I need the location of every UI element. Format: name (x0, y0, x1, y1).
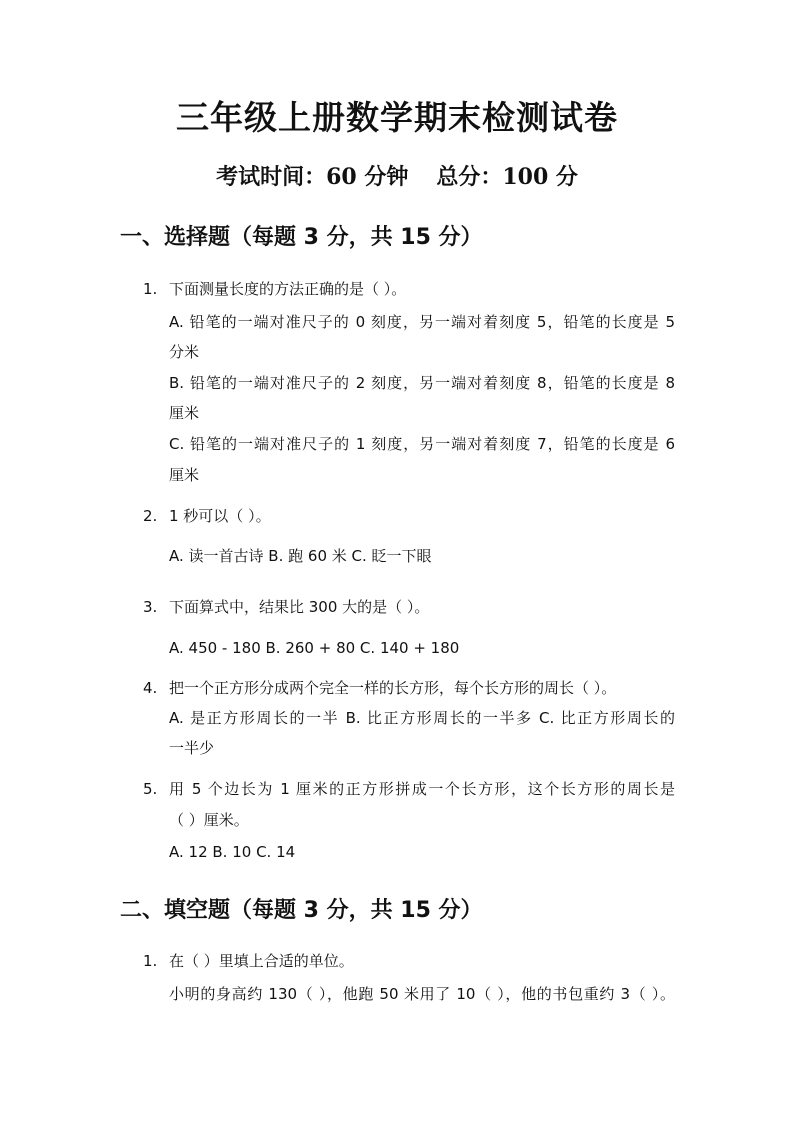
option-line: 厘米 (169, 404, 200, 422)
question-stem: 用 5 个边长为 1 厘米的正方形拼成一个长方形，这个长方形的周长是 (169, 780, 675, 798)
option-line: A. 是正方形周长的一半 B. 比正方形周长的一半多 C. 比正方形周长的 (169, 709, 675, 727)
option-line: A. 12 B. 10 C. 14 (169, 843, 296, 861)
question-stem: 1 秒可以（ ）。 (169, 507, 271, 525)
question-stem: 下面算式中，结果比 300 大的是（ ）。 (169, 598, 430, 616)
question-stem: 把一个正方形分成两个完全一样的长方形，每个长方形的周长（ ）。 (169, 679, 617, 697)
question-number: 5. (143, 780, 158, 798)
exam-score: 总分：100 分 (436, 164, 578, 190)
option-line: 分米 (169, 343, 200, 361)
question-stem: 在（ ）里填上合适的单位。 (169, 952, 354, 970)
option-line: （ ）厘米。 (169, 811, 249, 829)
option-line: 一半少 (169, 739, 215, 757)
option-line: 厘米 (169, 466, 200, 484)
question-number: 3. (143, 598, 158, 616)
option-line: B. 铅笔的一端对准尺子的 2 刻度，另一端对着刻度 8，铅笔的长度是 8 (169, 374, 675, 392)
option-line: C. 铅笔的一端对准尺子的 1 刻度，另一端对着刻度 7，铅笔的长度是 6 (169, 435, 675, 453)
section-heading: 二、填空题（每题 3 分，共 15 分） (120, 898, 483, 923)
fill-line: 小明的身高约 130（ ），他跑 50 米用了 10（ ），他的书包重约 3（ ）。 (169, 985, 675, 1003)
option-line: A. 铅笔的一端对准尺子的 0 刻度，另一端对着刻度 5，铅笔的长度是 5 (169, 313, 675, 331)
exam-time: 考试时间：60 分钟 (216, 164, 409, 190)
section-heading: 一、选择题（每题 3 分，共 15 分） (120, 225, 483, 250)
option-line: A. 450 - 180 B. 260 + 80 C. 140 + 180 (169, 639, 460, 657)
question-number: 4. (143, 679, 158, 697)
question-number: 2. (143, 507, 158, 525)
option-line: A. 读一首古诗 B. 跑 60 米 C. 眨一下眼 (169, 547, 432, 565)
question-number: 1. (143, 280, 158, 298)
page-title: 三年级上册数学期末检测试卷 (176, 98, 618, 137)
exam-info (0, 160, 794, 194)
question-number: 1. (143, 952, 158, 970)
question-stem: 下面测量长度的方法正确的是（ ）。 (169, 280, 407, 298)
